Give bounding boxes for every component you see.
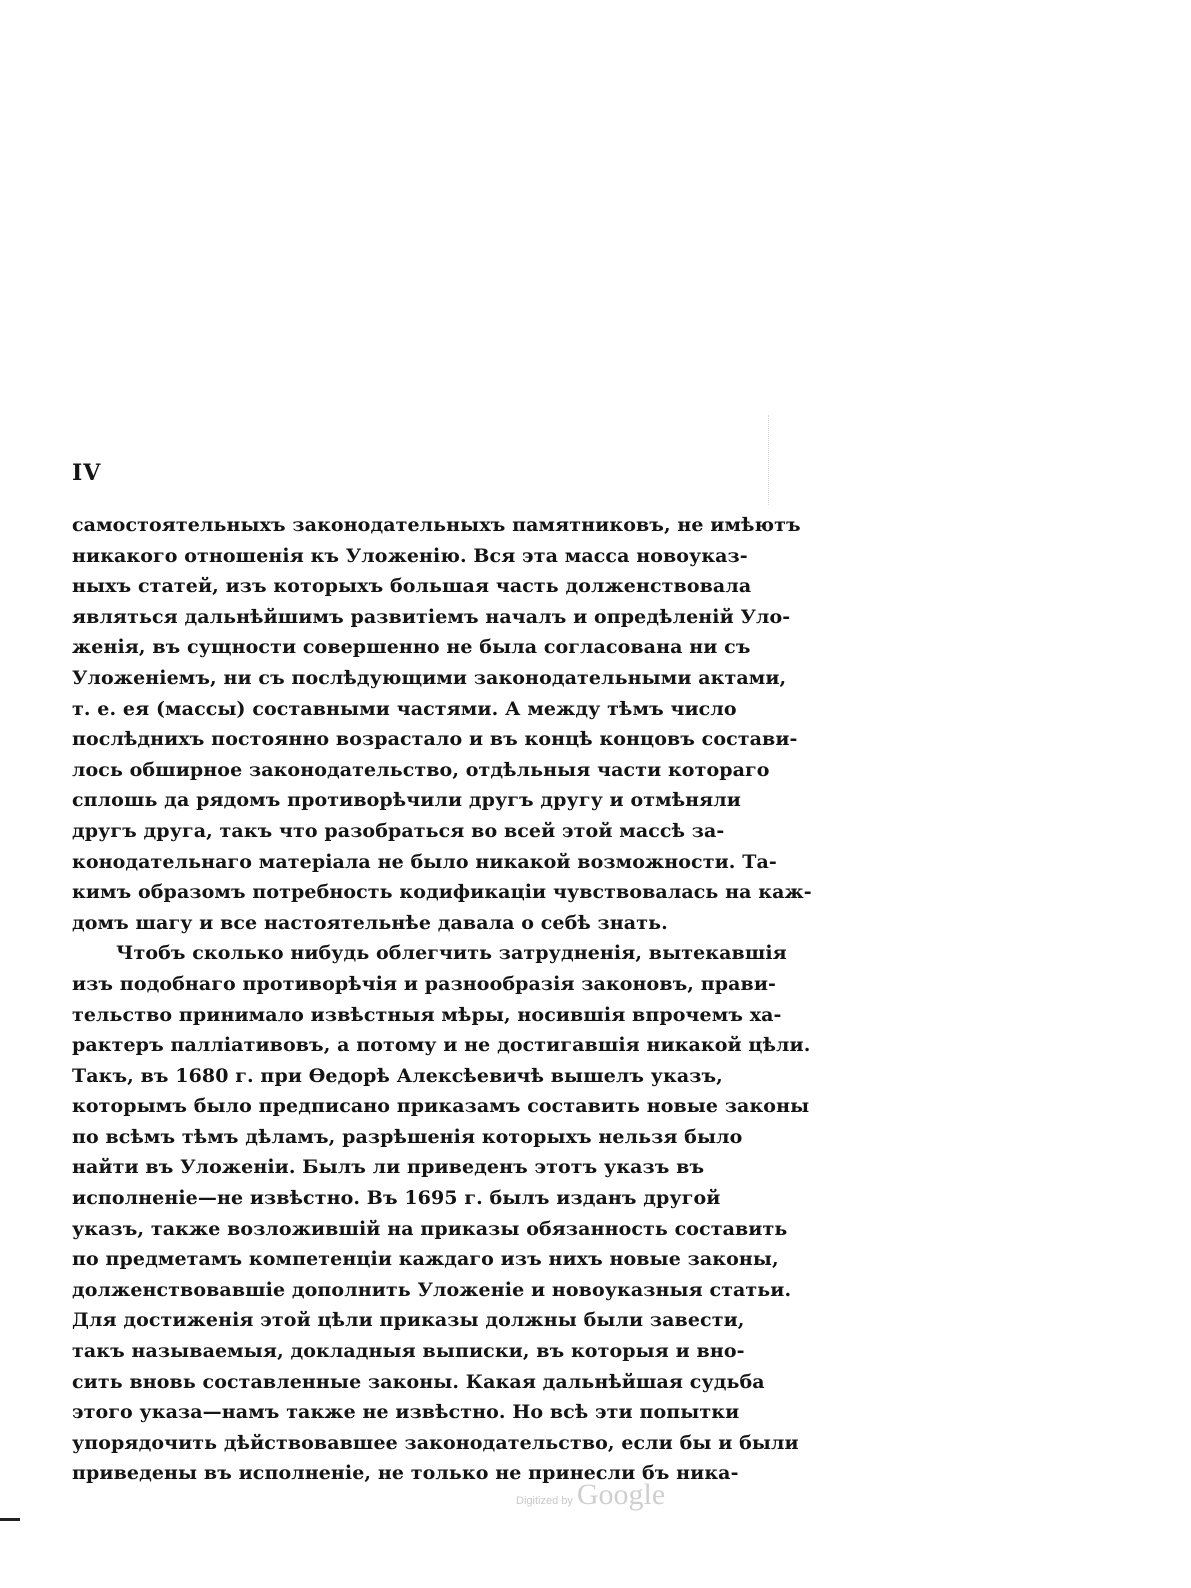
scan-artifact (768, 415, 775, 505)
digitization-watermark (516, 1478, 665, 1512)
text-line: рактеръ палліативовъ, а потому и не достигавшія никакой цѣли. (72, 1034, 811, 1057)
scan-edge-mark (0, 1518, 20, 1521)
text-line: по всѣмъ тѣмъ дѣламъ, разрѣшенія которыхъ нельзя было (72, 1125, 743, 1148)
text-line: конодательнаго матеріала не было никакой возможности. Та- (72, 850, 777, 873)
text-line: упорядочить дѣйствовавшее законодательство, если бы и были (72, 1431, 799, 1454)
text-line: по предметамъ компетенціи каждаго изъ нихъ новые законы, (72, 1248, 779, 1271)
text-line: т. е. ея (массы) составными частями. А между тѣмъ число (72, 697, 737, 720)
text-line: женія, въ сущности совершенно не была согласована ни съ (72, 636, 751, 659)
watermark-prefix: Digitized by (516, 1495, 573, 1507)
text-line: сить вновь составленные законы. Какая дальнѣйшая судьба (72, 1370, 765, 1393)
text-line: такъ называемыя, докладныя выписки, въ которыя и вно- (72, 1340, 745, 1363)
page-number: IV (72, 460, 102, 486)
text-line: являться дальнѣйшимъ развитіемъ началъ и опредѣленій Уло- (72, 605, 791, 628)
paragraph-1 (72, 510, 812, 938)
text-line: кимъ образомъ потребность кодификаціи чувствовалась на каж- (72, 881, 812, 904)
text-line: никакого отношенія къ Уложенію. Вся эта масса новоуказ- (72, 544, 748, 567)
text-line: Такъ, въ 1680 г. при Ѳедорѣ Алексѣевичѣ вышелъ указъ, (72, 1064, 723, 1087)
text-line: приведены въ исполненіе, не только не принесли бъ ника- (72, 1462, 739, 1485)
paragraph-2 (72, 938, 811, 1489)
text-line: домъ шагу и все настоятельнѣе давала о себѣ знать. (72, 911, 668, 934)
text-line: этого указа—намъ также не извѣстно. Но всѣ эти попытки (72, 1401, 740, 1424)
watermark-brand: Google (576, 1478, 666, 1511)
text-line: ныхъ статей, изъ которыхъ большая часть долженствовала (72, 575, 752, 598)
text-line: долженствовавшіе дополнить Уложеніе и новоуказныя статьи. (72, 1278, 792, 1301)
text-line: сплошь да рядомъ противорѣчили другъ другу и отмѣняли (72, 789, 741, 812)
text-line: Для достиженія этой цѣли приказы должны были завести, (72, 1309, 745, 1332)
text-line: послѣднихъ постоянно возрастало и въ концѣ концовъ состави- (72, 728, 798, 751)
text-line: Чтобъ сколько нибудь облегчить затрудненія, вытекавшія (116, 942, 787, 965)
text-line: исполненіе—не извѣстно. Въ 1695 г. былъ изданъ другой (72, 1187, 721, 1210)
body-text (72, 510, 812, 1489)
text-line: изъ подобнаго противорѣчія и разнообразія законовъ, прави- (72, 972, 777, 995)
text-line: другъ друга, такъ что разобраться во всей этой массѣ за- (72, 819, 725, 842)
text-line: найти въ Уложеніи. Былъ ли приведенъ этотъ указъ въ (72, 1156, 705, 1179)
text-line: самостоятельныхъ законодательныхъ памятниковъ, не имѣютъ (72, 514, 801, 536)
text-line: которымъ было предписано приказамъ составить новые законы (72, 1095, 810, 1118)
text-line: тельство принимало извѣстныя мѣры, носившія впрочемъ ха- (72, 1003, 782, 1026)
text-line: лось обширное законодательство, отдѣльныя части котораго (72, 758, 770, 781)
text-line: Уложеніемъ, ни съ послѣдующими законодательными актами, (72, 666, 787, 689)
text-line: указъ, также возложившій на приказы обязанность составить (72, 1217, 788, 1240)
